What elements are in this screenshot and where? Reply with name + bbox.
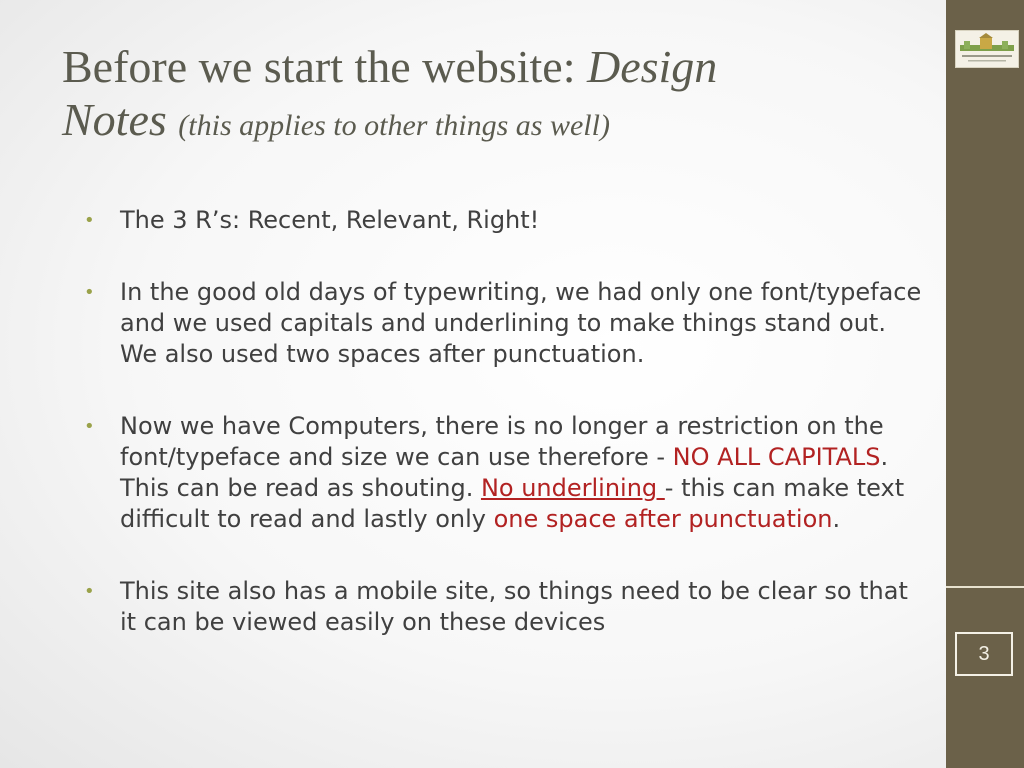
bullet-item (84, 576, 924, 638)
bullet-item (84, 277, 924, 370)
bullet-dot-icon: • (84, 210, 95, 231)
bullet-text: This site also has a mobile site, so things need to be clear so that it can be viewed easily on these devices (120, 577, 908, 636)
bullet-dot-icon: • (84, 282, 95, 303)
bullet-text-part: Now we have Computers, there is no longer a restriction on the font/typeface and size we can use therefore - (120, 412, 884, 471)
bullet-text-part: - this can make text difficult to read and lastly only (120, 474, 905, 533)
emphasis-no-all-capitals: NO ALL CAPITALS (672, 443, 881, 471)
bullet-dot-icon: • (84, 416, 95, 437)
slide-number-box (955, 632, 1013, 676)
sidebar-divider (946, 586, 1024, 588)
slide-number: 3 (978, 642, 990, 665)
title-parenthetical: (this applies to other things as well) (178, 109, 610, 142)
bullet-text: In the good old days of typewriting, we had only one font/typeface and we used capitals and underlining to make things stand out. We also used two spaces after punctuation. (120, 278, 922, 368)
title-italic-word: Design (586, 41, 718, 92)
building-logo-icon (955, 30, 1019, 68)
bullet-item (84, 411, 924, 535)
emphasis-one-space: one space after punctuation (493, 505, 833, 533)
bullet-text-part: . (832, 505, 841, 533)
title-main: Before we start the website: (62, 41, 587, 92)
slide-title (62, 40, 922, 152)
bullet-dot-icon: • (84, 581, 95, 602)
bullet-list (84, 205, 924, 638)
bullet-text-part: . This can be read as shouting. (120, 443, 889, 502)
bullet-text: The 3 R’s: Recent, Relevant, Right! (120, 206, 540, 234)
title-notes: Notes (62, 94, 179, 145)
bullet-item (84, 205, 924, 236)
emphasis-no-underlining: No underlining (480, 474, 665, 502)
